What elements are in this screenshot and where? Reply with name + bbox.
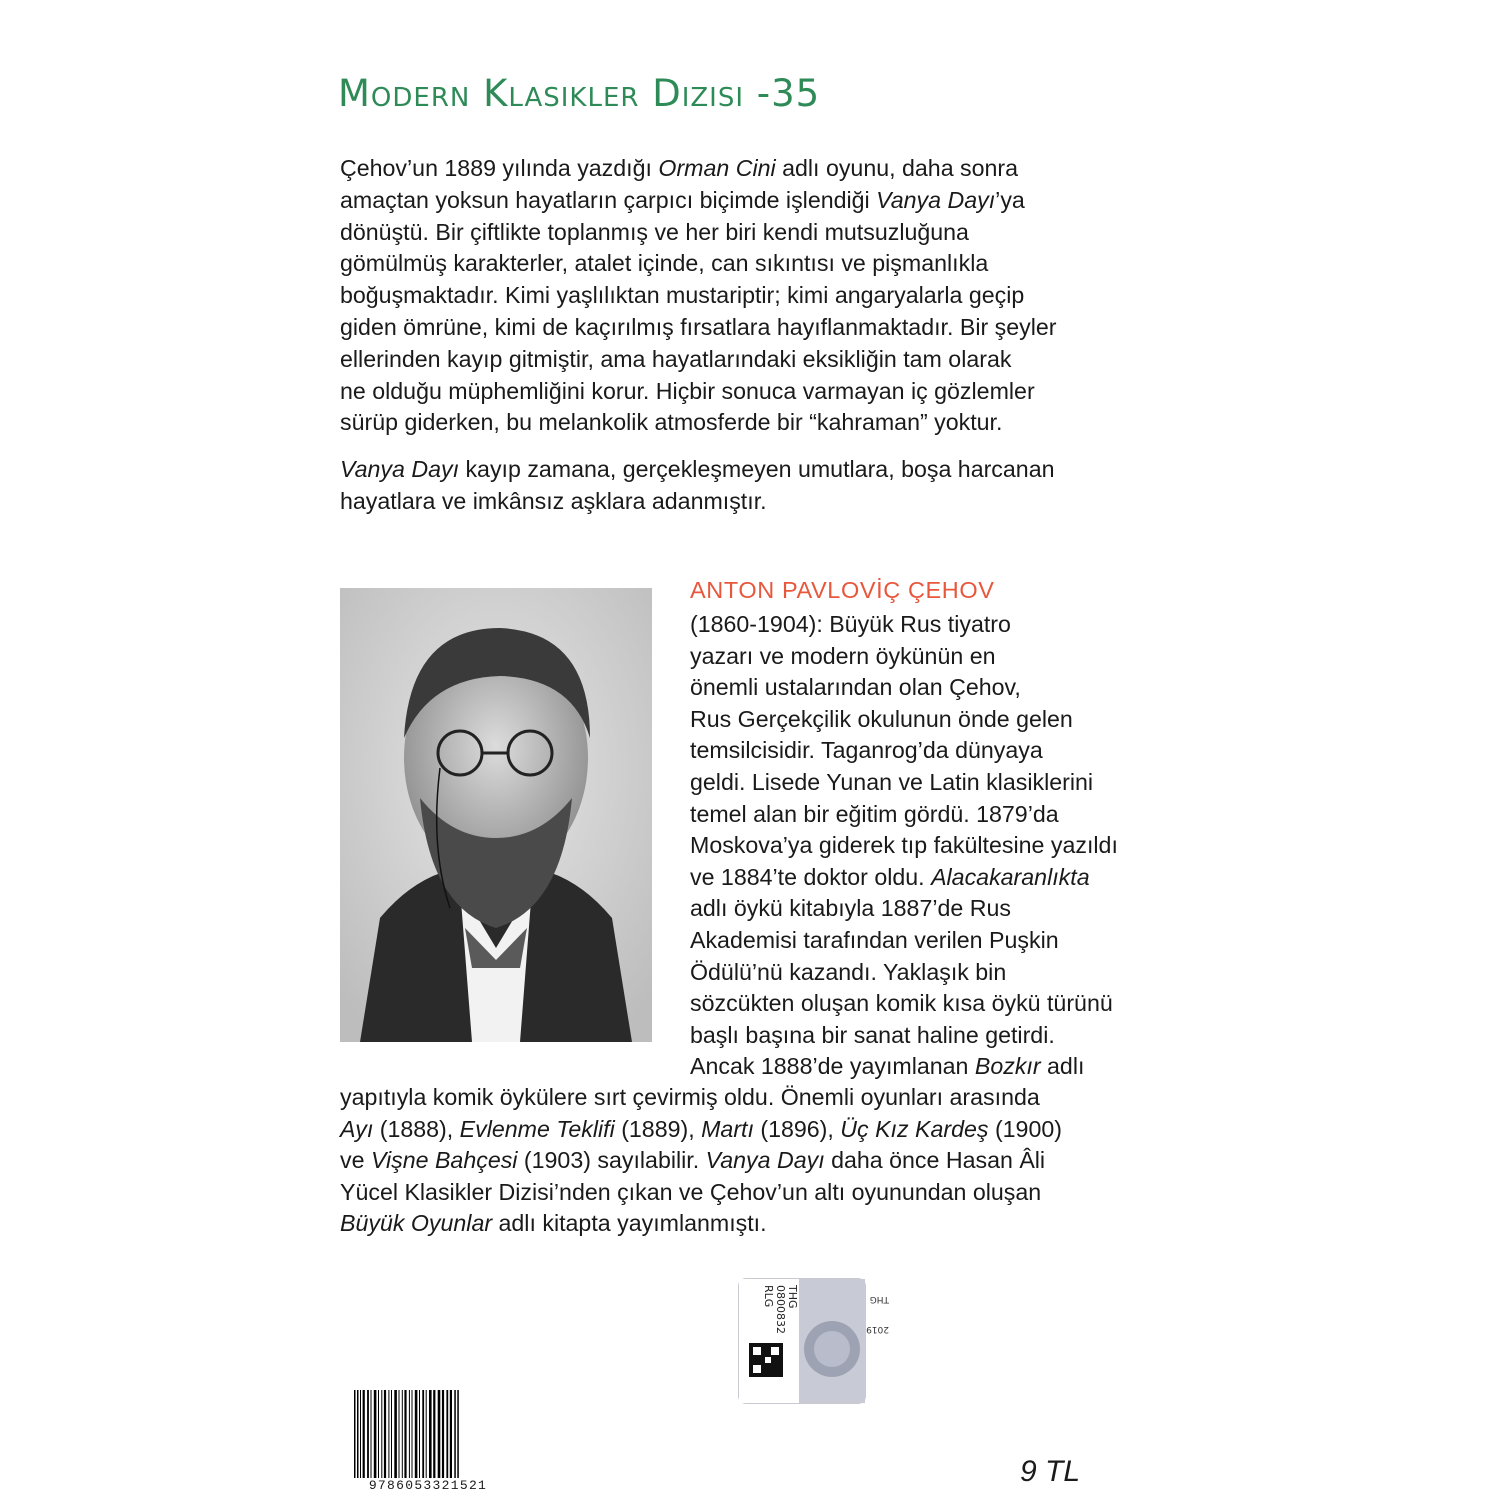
- bio-right-line: [690, 925, 1160, 957]
- barcode-bar: [415, 1390, 418, 1480]
- barcode-bar: [360, 1390, 361, 1480]
- bio-full-line: [340, 1177, 1160, 1209]
- bio-right-line: [690, 672, 1160, 704]
- text-run: kayıp zamana, gerçekleşmeyen umutlara, boşa harcanan: [459, 456, 1055, 482]
- bio-right-line: [690, 1051, 1160, 1083]
- italic-title: Vanya Dayı: [876, 186, 996, 213]
- series-title: Modern Klasikler Dizisi -35: [338, 72, 821, 115]
- sticker-line-4: 2019: [866, 1324, 889, 1334]
- italic-title: Evlenme Teklifi: [459, 1115, 615, 1142]
- bio-right-line: [690, 830, 1160, 862]
- barcode-number: 9786053321521: [352, 1478, 504, 1493]
- barcode-bar: [404, 1390, 406, 1480]
- text-run: Moskova’ya giderek tıp fakültesine yazıldı: [690, 832, 1118, 859]
- text-run: (1888),: [373, 1115, 460, 1142]
- barcode-bar: [399, 1390, 400, 1480]
- description-1-line: [340, 344, 1160, 376]
- text-run: ve 1884’te doktor oldu.: [690, 863, 932, 890]
- text-run: başlı başına bir sanat haline getirdi.: [690, 1021, 1055, 1048]
- text-run: ne olduğu müphemliğini korur. Hiçbir sonuca varmayan iç gözlemler: [340, 377, 1035, 404]
- text-run: Ancak 1888’de yayımlanan: [690, 1053, 975, 1080]
- italic-title: Orman Cini: [658, 155, 776, 181]
- text-run: sürüp giderken, bu melankolik atmosferde bir “kahraman” yoktur.: [340, 409, 1003, 436]
- author-name: ANTON PAVLOVİÇ ÇEHOV: [690, 577, 995, 603]
- italic-title: Vanya Dayı: [340, 456, 460, 482]
- author-bio-full: [340, 1082, 1160, 1240]
- text-run: Rus Gerçekçilik okulunun önde gelen: [690, 705, 1073, 732]
- barcode-bar: [446, 1390, 448, 1480]
- description-1-line: [340, 217, 1160, 249]
- barcode-bar: [409, 1390, 410, 1480]
- barcode-bar: [438, 1390, 441, 1480]
- description-1-line: [340, 153, 1160, 185]
- text-run: Ödülü’nü kazandı. Yaklaşık bin: [690, 958, 1007, 985]
- description-1-line: [340, 248, 1160, 280]
- description-1-line: [340, 185, 1160, 217]
- bio-right-line: [690, 609, 1160, 641]
- text-run: yazarı ve modern öykünün en: [690, 642, 996, 669]
- italic-title: Ayı: [340, 1115, 374, 1142]
- text-run: adlı öykü kitabıyla 1887’de Rus: [690, 895, 1011, 922]
- bio-right-line: [690, 893, 1160, 925]
- italic-title: Vanya Dayı: [705, 1147, 825, 1174]
- barcode-bar: [433, 1390, 435, 1480]
- bio-right-line: [690, 988, 1160, 1020]
- text-run: amaçtan yoksun hayatların çarpıcı biçimde işlendiği: [340, 186, 877, 213]
- text-run: yapıtıyla komik öykülere sırt çevirmiş oldu. Önemli oyunları arasında: [340, 1084, 1040, 1110]
- text-run: adlı kitapta yayımlanmıştı.: [492, 1210, 767, 1237]
- text-run: gömülmüş karakterler, atalet içinde, can sıkıntısı ve pişmanlıkla: [340, 250, 989, 277]
- barcode-bar: [381, 1390, 382, 1480]
- text-run: adlı: [1040, 1053, 1085, 1080]
- barcode-bar: [426, 1390, 427, 1480]
- description-paragraph-1: [340, 153, 1160, 439]
- text-run: (1903) sayılabilir.: [517, 1147, 706, 1174]
- text-run: temel alan bir eğitim gördü. 1879’da: [690, 800, 1059, 827]
- authenticity-sticker: [738, 1278, 889, 1404]
- bio-right-line: [690, 799, 1160, 831]
- description-2-line: [340, 454, 1160, 486]
- description-1-line: [340, 312, 1160, 344]
- barcode-bar: [371, 1390, 372, 1480]
- bio-right-line: [690, 735, 1160, 767]
- description-paragraph-2: [340, 454, 1160, 518]
- sticker-line-2: 0800832: [774, 1285, 787, 1334]
- text-run: Yücel Klasikler Dizisi’nden çıkan ve Çehov’un altı oyunundan oluşan: [340, 1178, 1042, 1205]
- barcode-bar: [442, 1390, 444, 1480]
- text-run: daha önce Hasan Âli: [824, 1147, 1046, 1174]
- bio-right-line: [690, 704, 1160, 736]
- text-run: dönüştü. Bir çiftlikte toplanmış ve her biri kendi mutsuzluğuna: [340, 218, 969, 245]
- italic-title: Alacakaranlıkta: [931, 863, 1090, 890]
- text-run: temsilcisidir. Taganrog’da dünyaya: [690, 737, 1043, 764]
- text-run: ’ya: [995, 186, 1025, 213]
- barcode-bar: [394, 1390, 397, 1480]
- text-run: (1896),: [753, 1115, 841, 1142]
- bio-right-line: [690, 1020, 1160, 1052]
- italic-title: Martı: [701, 1115, 754, 1142]
- text-run: hayatlara ve imkânsız aşklara adanmıştır.: [340, 487, 767, 514]
- barcode-bar: [391, 1390, 392, 1480]
- sticker-line-3: RLG: [762, 1285, 775, 1308]
- italic-title: Bozkır: [974, 1053, 1041, 1080]
- author-bio-right: [690, 609, 1160, 1083]
- bio-right-line: [690, 641, 1160, 673]
- barcode-bar: [388, 1390, 389, 1480]
- barcode-bar: [412, 1390, 413, 1480]
- text-run: ve: [340, 1147, 371, 1174]
- barcode-bar: [367, 1390, 369, 1480]
- text-run: boğuşmaktadır. Kimi yaşlılıktan mustariptir; kimi angaryalarla geçip: [340, 282, 1025, 309]
- text-run: Akademisi tarafından verilen Puşkin: [690, 926, 1059, 953]
- text-run: adlı oyunu, daha sonra: [775, 155, 1019, 181]
- bio-full-line: [340, 1145, 1160, 1177]
- bio-full-line: [340, 1208, 1160, 1240]
- bio-right-line: [690, 767, 1160, 799]
- barcode-bar: [457, 1390, 459, 1480]
- italic-title: Vişne Bahçesi: [370, 1147, 518, 1174]
- text-run: ellerinden kayıp gitmiştir, ama hayatlarındaki eksikliğin tam olarak: [340, 345, 1012, 372]
- barcode-bar: [354, 1390, 356, 1480]
- barcode-bar: [419, 1390, 420, 1480]
- text-run: önemli ustalarından olan Çehov,: [690, 674, 1021, 701]
- barcode-bar: [384, 1390, 386, 1480]
- sticker-line-1: THG: [786, 1285, 799, 1309]
- text-run: (1900): [988, 1115, 1062, 1142]
- description-1-line: [340, 280, 1160, 312]
- bio-full-line: [340, 1114, 1160, 1146]
- text-run: giden ömrüne, kimi de kaçırılmış fırsatlara hayıflanmaktadır. Bir şeyler: [340, 313, 1057, 340]
- description-1-line: [340, 407, 1160, 439]
- description-1-line: [340, 376, 1160, 408]
- author-portrait: [340, 588, 652, 1042]
- barcode-bar: [429, 1390, 432, 1480]
- barcode-bar: [357, 1390, 359, 1480]
- price: 9 TL: [1020, 1455, 1081, 1488]
- barcode-bar: [454, 1390, 456, 1480]
- text-run: (1860-1904): Büyük Rus tiyatro: [690, 611, 1011, 637]
- text-run: Çehov’un 1889 yılında yazdığı: [340, 155, 659, 181]
- text-run: geldi. Lisede Yunan ve Latin klasiklerini: [690, 768, 1094, 795]
- italic-title: Üç Kız Kardeş: [840, 1115, 989, 1142]
- barcode-bar: [363, 1390, 365, 1480]
- bio-right-line: [690, 862, 1160, 894]
- barcode-bar: [374, 1390, 377, 1480]
- bio-right-line: [690, 957, 1160, 989]
- barcode-bar: [378, 1390, 379, 1480]
- text-run: (1889),: [614, 1115, 702, 1142]
- bio-full-line: [340, 1082, 1160, 1114]
- italic-title: Büyük Oyunlar: [340, 1210, 493, 1237]
- description-2-line: [340, 486, 1160, 518]
- barcode-bar: [402, 1390, 403, 1480]
- barcode-bar: [450, 1390, 452, 1480]
- barcode-bar: [422, 1390, 424, 1480]
- text-run: sözcükten oluşan komik kısa öykü türünü: [690, 990, 1113, 1017]
- sticker-line-5: THG: [869, 1294, 889, 1304]
